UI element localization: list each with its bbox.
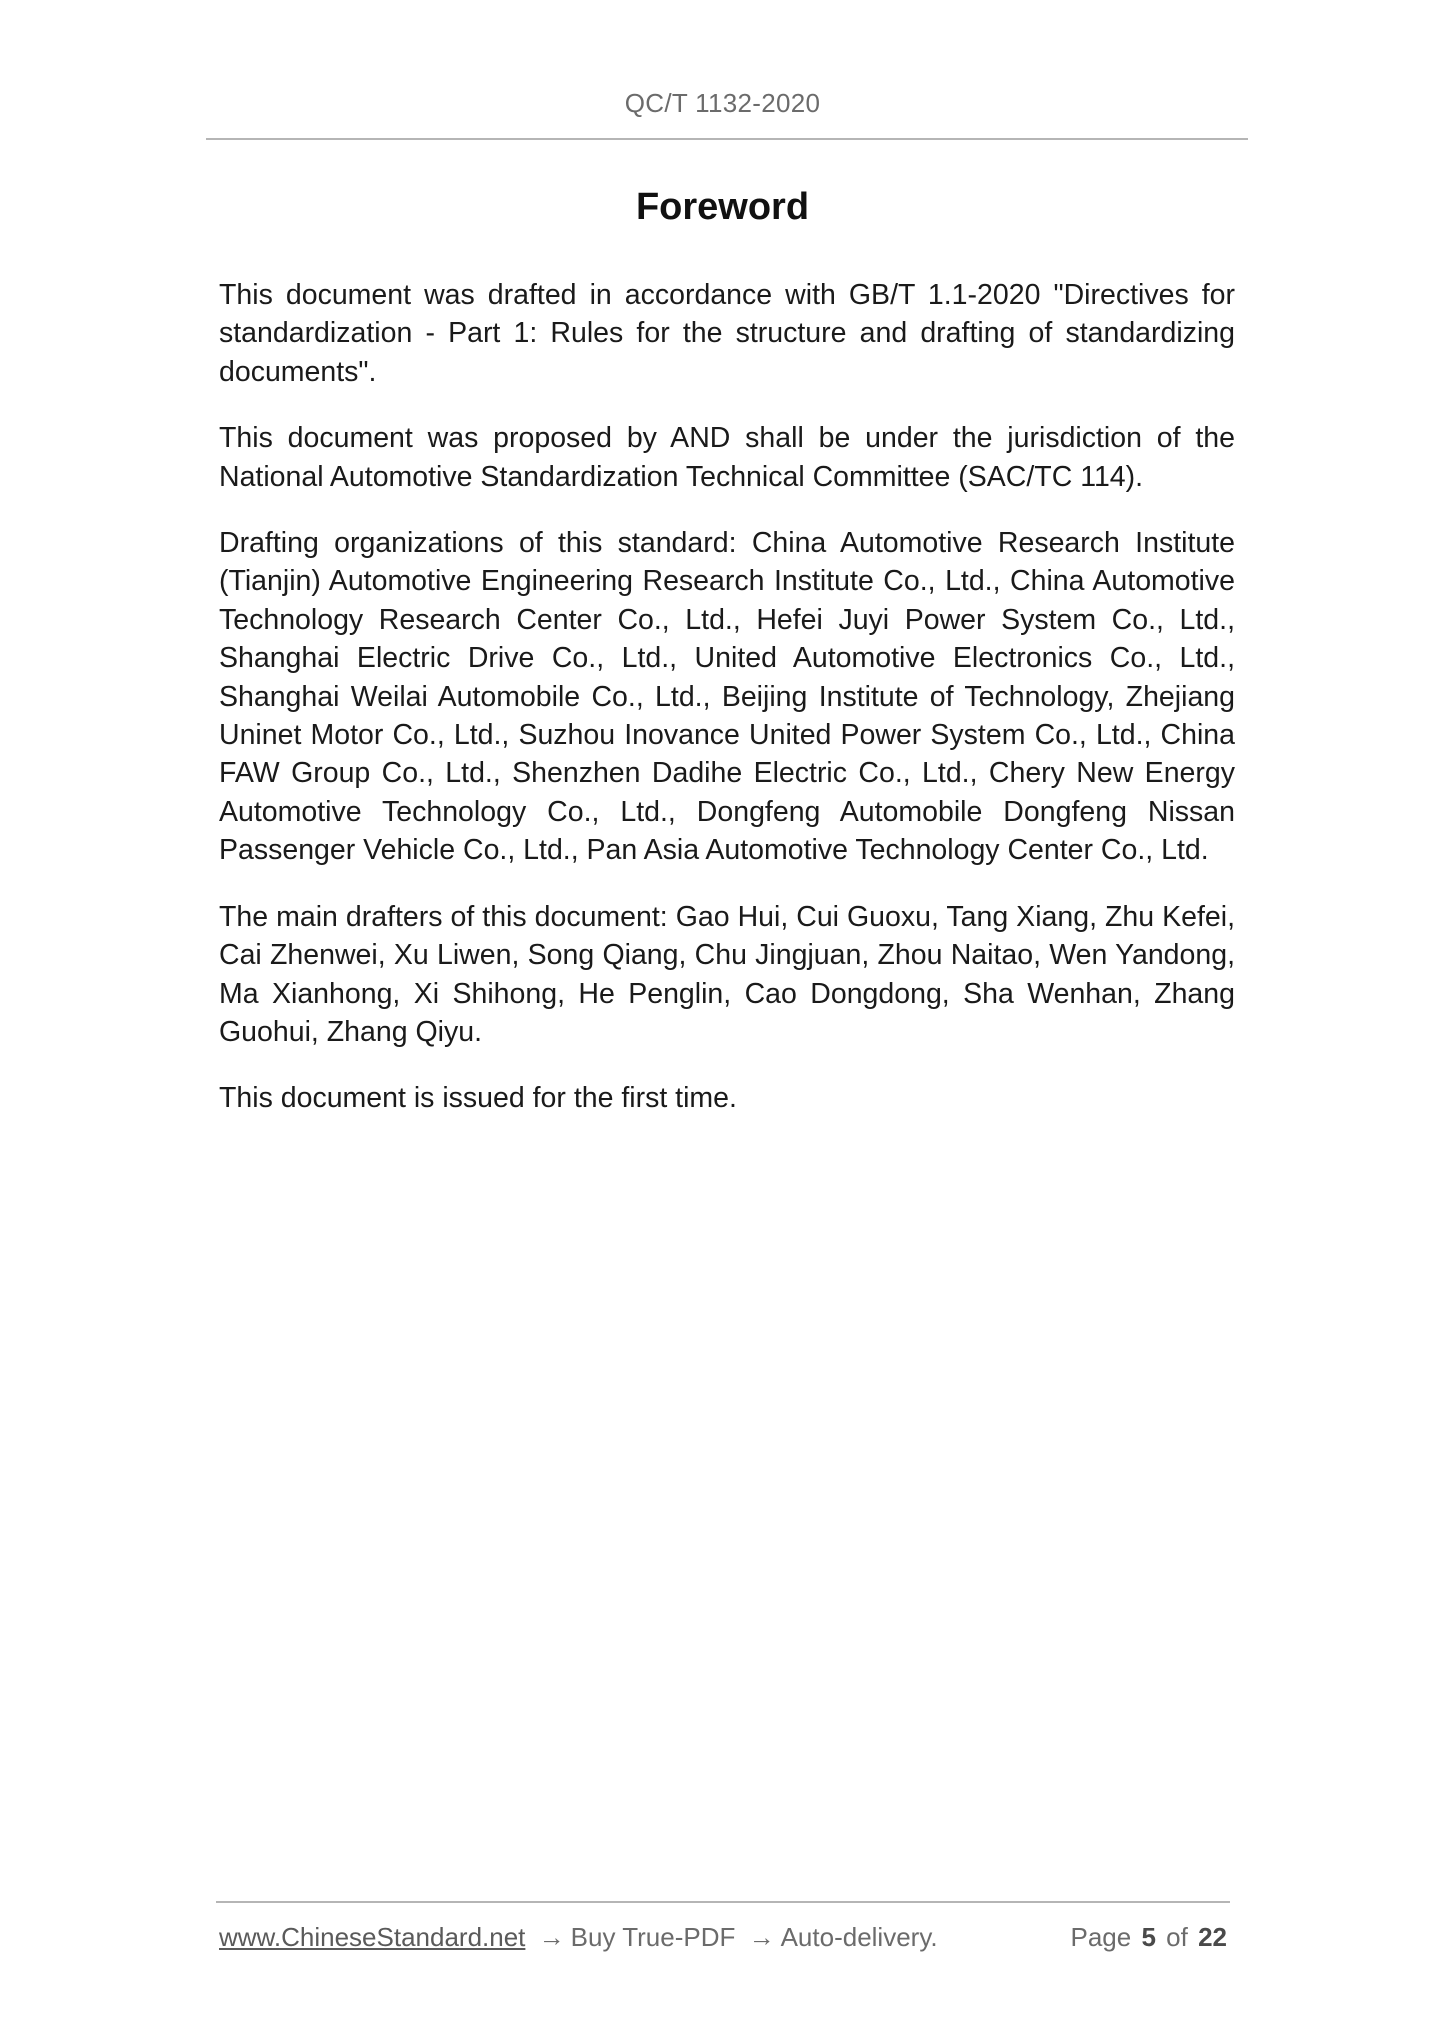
arrow-right-icon: →	[538, 1922, 565, 1952]
paragraph-main-drafters: The main drafters of this document: Gao Hui, Cui Guoxu, Tang Xiang, Zhu Kefei, Cai Zhenwei, Xu Liwen, Song Qiang, Chu Jingjuan, Zhou Naitao, Wen Yandong, Ma Xianhong, Xi Shihong, He Penglin, Cao Dongdong, Sha Wenhan, Zhang Guohui, Zhang Qiyu.	[219, 900, 1235, 1048]
paragraph-drafting-directives: This document was drafted in accordance with GB/T 1.1-2020 "Directives for standardization - Part 1: Rules for the structure and drafting of standardizing documents".	[219, 279, 1235, 388]
footer-divider	[216, 1901, 1230, 1903]
paragraph-jurisdiction: This document was proposed by AND shall be under the jurisdiction of the National Automotive Standardization Technical Committee (SAC/TC 114).	[219, 422, 1235, 493]
footer-step-delivery: Auto-delivery.	[780, 1922, 938, 1952]
chinesestandard-link[interactable]: www.ChineseStandard.net	[219, 1922, 526, 1952]
paragraph-drafting-organizations: Drafting organizations of this standard: China Automotive Research Institute (Tianjin) Automotive Engineering Research Institute Co., Ltd., China Automotive Technology Research Center Co., Ltd., Hefei Juyi Power System Co., Ltd., Shanghai Electric Drive Co., Ltd., United Automotive Electronics Co., Ltd., Shanghai Weilai Automobile Co., Ltd., Beijing Institute of Technology, Zhejiang Uninet Motor Co., Ltd., Suzhou Inovance United Power System Co., Ltd., China FAW Group Co., Ltd., Shenzhen Dadihe Electric Co., Ltd., Chery New Energy Automotive Technology Co., Ltd., Dongfeng Automobile Dongfeng Nissan Passenger Vehicle Co., Ltd., Pan Asia Automotive Technology Center Co., Ltd.	[219, 527, 1235, 867]
page-total: 22	[1198, 1922, 1227, 1952]
arrow-right-icon: →	[748, 1922, 775, 1952]
footer-promo	[219, 1922, 938, 1953]
page-header-code: QC/T 1132-2020	[624, 88, 821, 118]
footer-step-buy: Buy True-PDF	[570, 1922, 736, 1952]
page-footer	[219, 1922, 1227, 1953]
page-title: Foreword	[635, 186, 810, 228]
foreword-body	[219, 276, 1235, 1146]
header-divider	[206, 138, 1248, 140]
paragraph-first-issue: This document is issued for the first time.	[219, 1082, 737, 1115]
page-current: 5	[1141, 1922, 1156, 1952]
page-of-label: of	[1166, 1922, 1188, 1952]
page-label: Page	[1070, 1922, 1132, 1952]
page-number	[1067, 1922, 1227, 1953]
